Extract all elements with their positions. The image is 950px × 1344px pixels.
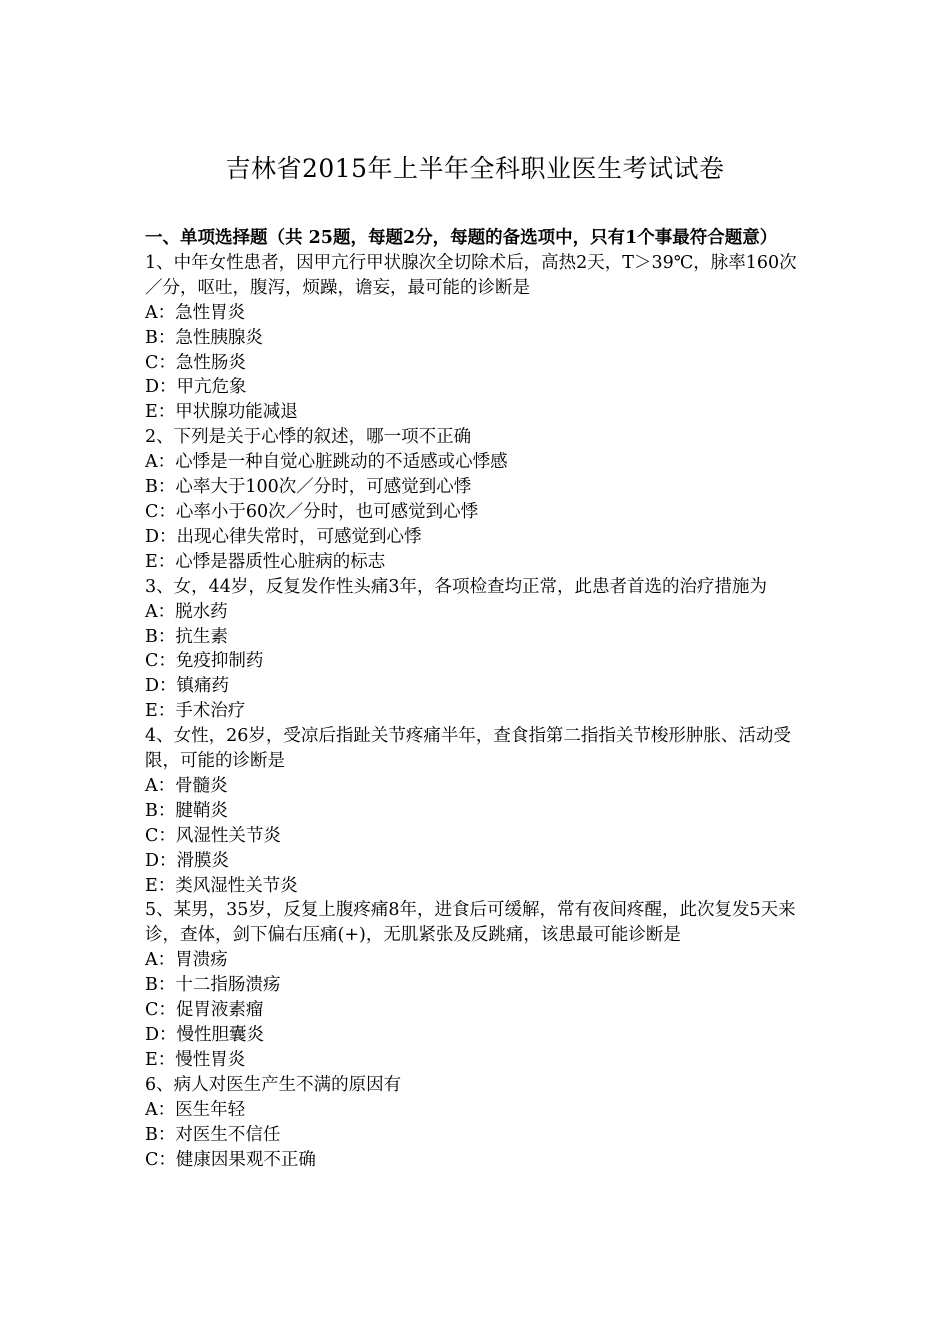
option-a: A：医生年轻 xyxy=(145,1099,246,1120)
option-b: B：心率大于100次／分时，可感觉到心悸 xyxy=(145,477,472,498)
option-d: D：镇痛药 xyxy=(145,676,230,697)
option-d: D：慢性胆囊炎 xyxy=(145,1025,265,1045)
option-d: D：滑膜炎 xyxy=(145,850,230,871)
option-e: E：甲状腺功能减退 xyxy=(145,402,298,423)
option-b: B：腱鞘炎 xyxy=(145,800,228,821)
option-e: E：手术治疗 xyxy=(145,701,246,722)
option-c: C：急性肠炎 xyxy=(145,352,246,373)
question-stem: 3、女，44岁，反复发作性头痛3年，各项检查均正常，此患者首选的治疗措施为 xyxy=(145,576,768,597)
question-1 xyxy=(145,251,813,425)
option-a: A：心悸是一种自觉心脏跳动的不适感或心悸感 xyxy=(145,452,508,473)
option-b: B：急性胰腺炎 xyxy=(145,327,263,348)
section-heading: 一、单项选择题（共 25题，每题2分，每题的备选项中，只有1个事最符合题意） xyxy=(145,228,778,248)
question-stem: 1、中年女性患者，因甲亢行甲状腺次全切除术后，高热2天，T＞39℃，脉率160次／分，呕吐，腹泻，烦躁，谵妄，最可能的诊断是 xyxy=(145,252,797,298)
option-a: A：胃溃疡 xyxy=(145,950,228,971)
option-e: E：类风湿性关节炎 xyxy=(145,875,298,896)
option-b: B：对医生不信任 xyxy=(145,1124,281,1145)
question-4 xyxy=(145,724,813,898)
option-d: D：出现心律失常时，可感觉到心悸 xyxy=(145,526,422,547)
question-stem: 6、病人对医生产生不满的原因有 xyxy=(145,1074,402,1095)
question-2 xyxy=(145,425,813,574)
question-stem: 4、女性，26岁，受凉后指趾关节疼痛半年，查食指第二指指关节梭形肿胀、活动受限，可能的诊断是 xyxy=(145,726,791,772)
option-a: A：脱水药 xyxy=(145,601,228,622)
option-c: C：促胃液素瘤 xyxy=(145,1000,264,1021)
option-e: E：心悸是器质性心脏病的标志 xyxy=(145,551,386,572)
document-body xyxy=(145,226,813,1172)
option-b: B：十二指肠溃疡 xyxy=(145,975,281,996)
question-stem: 2、下列是关于心悸的叙述，哪一项不正确 xyxy=(145,427,472,448)
question-stem: 5、某男，35岁，反复上腹疼痛8年，进食后可缓解，常有夜间疼醒，此次复发5天来诊，查体，剑下偏右压痛(+)，无肌紧张及反跳痛，该患最可能诊断是 xyxy=(145,900,796,946)
option-a: A：骨髓炎 xyxy=(145,775,228,796)
document-title: 吉林省2015年上半年全科职业医生考试试卷 xyxy=(225,154,725,183)
option-a: A：急性胃炎 xyxy=(145,302,246,323)
option-c: C：心率小于60次／分时，也可感觉到心悸 xyxy=(145,501,479,522)
question-6 xyxy=(145,1073,813,1173)
option-c: C：风湿性关节炎 xyxy=(145,825,281,846)
question-3 xyxy=(145,575,813,724)
option-e: E：慢性胃炎 xyxy=(145,1049,246,1070)
option-c: C：健康因果观不正确 xyxy=(145,1149,316,1170)
option-d: D：甲亢危象 xyxy=(145,377,247,398)
option-c: C：免疫抑制药 xyxy=(145,651,264,672)
question-5 xyxy=(145,898,813,1072)
option-b: B：抗生素 xyxy=(145,626,228,647)
